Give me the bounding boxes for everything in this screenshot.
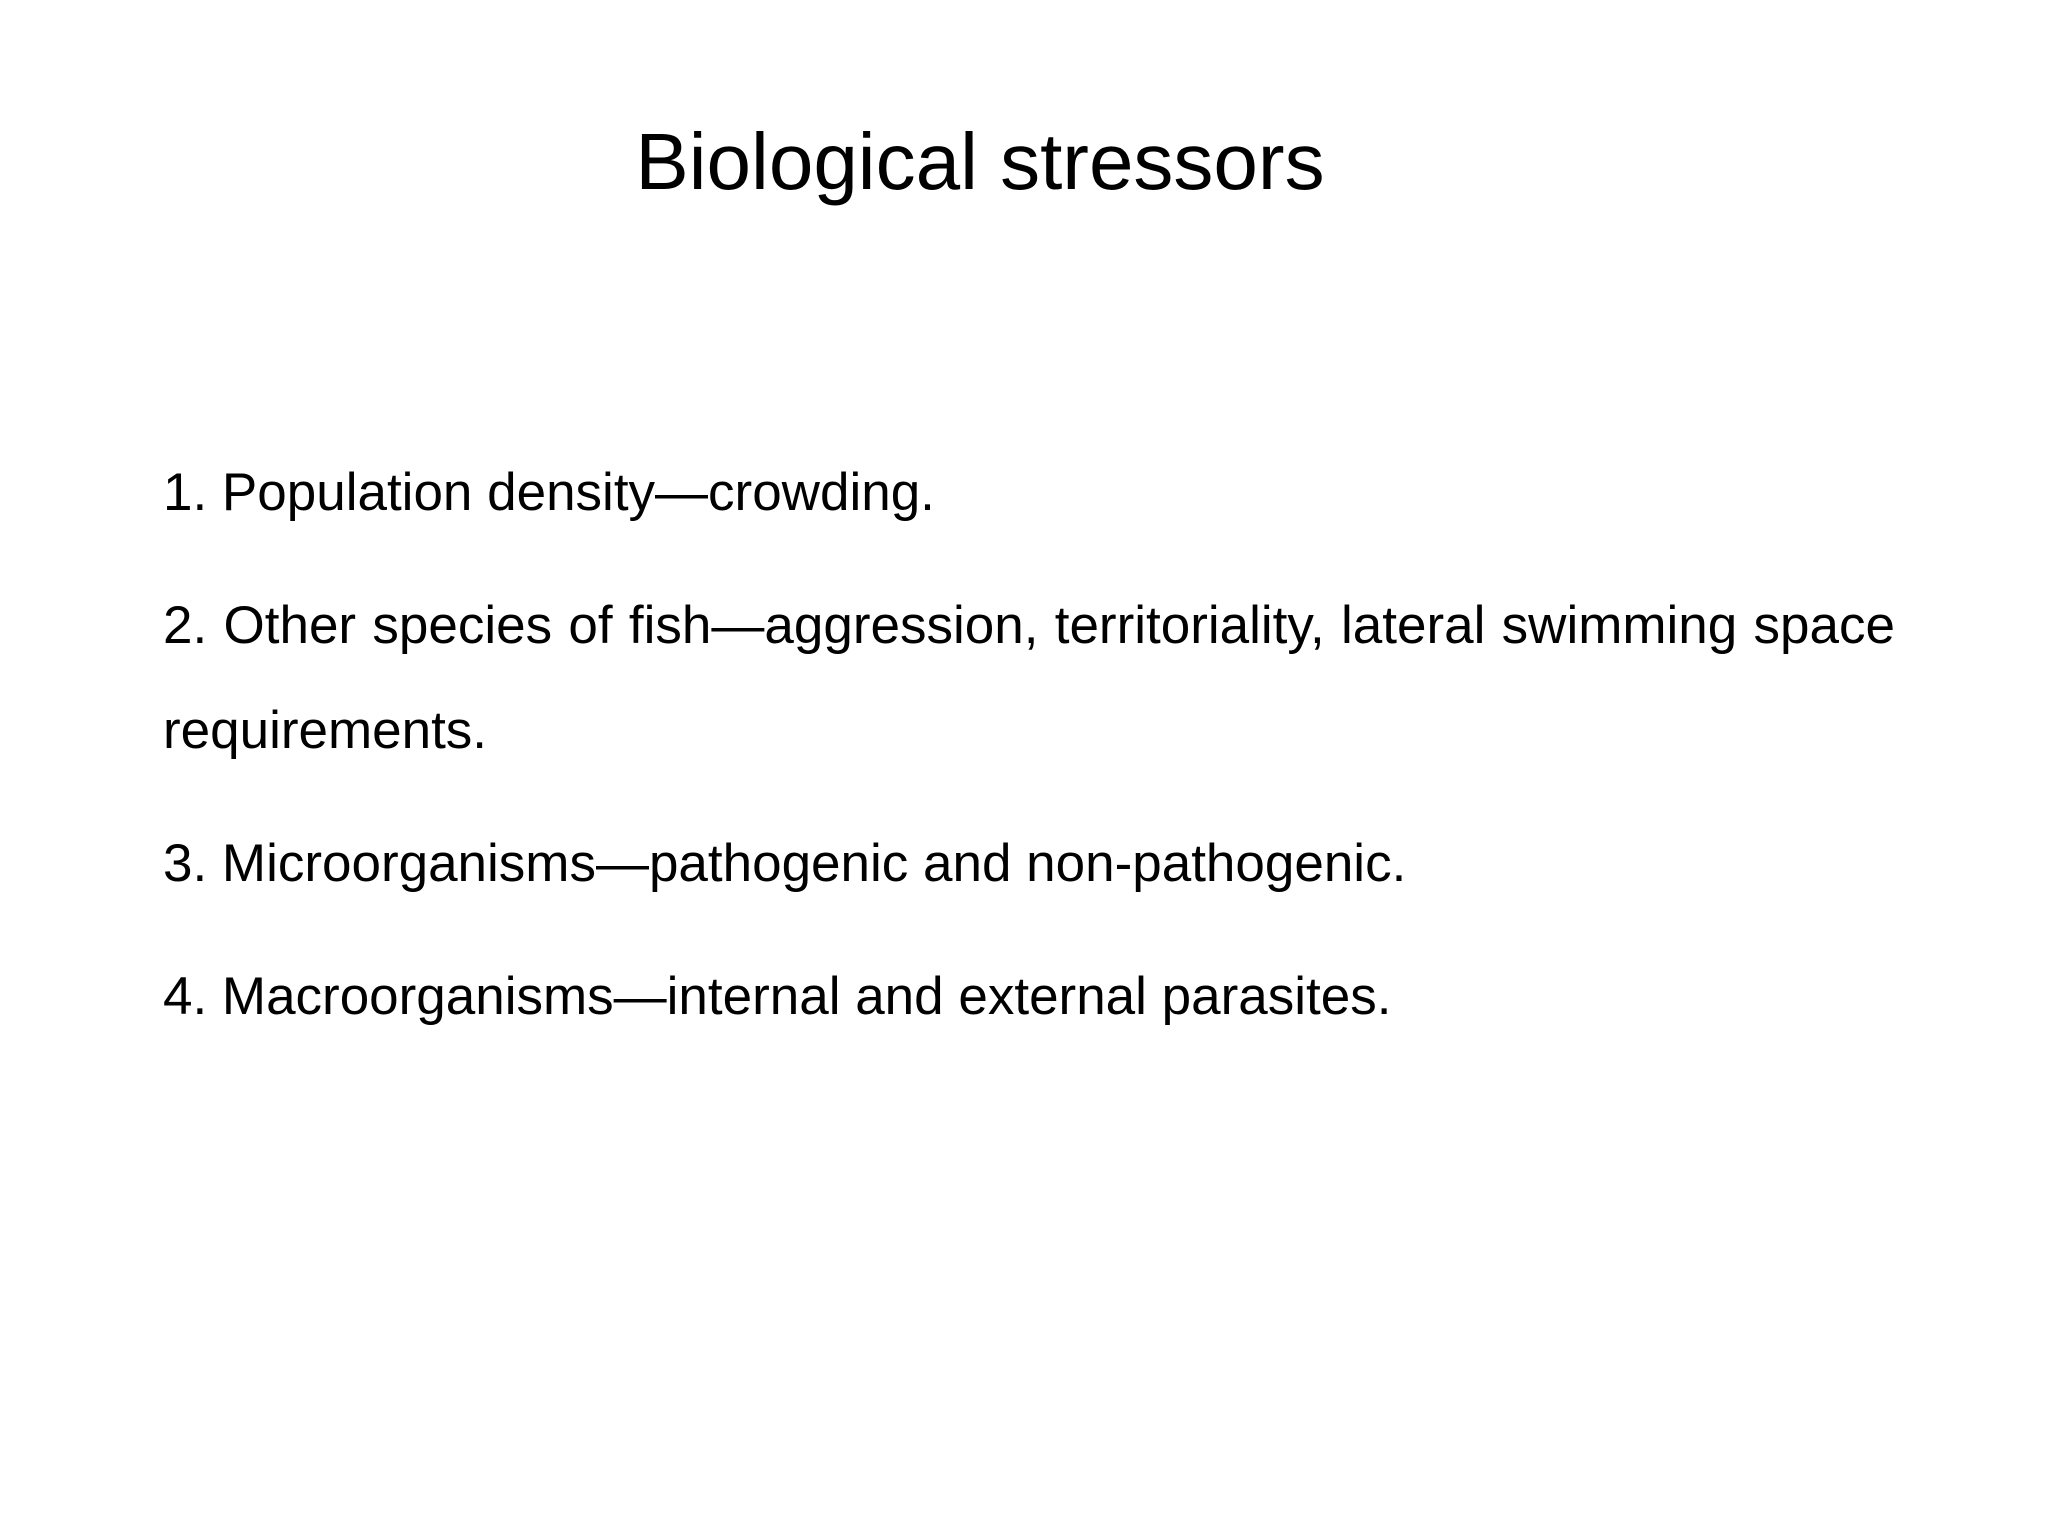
list-item-microorganisms: 3. Microorganisms—pathogenic and non-pathogenic. <box>163 834 1407 893</box>
stressor-list <box>163 440 1895 1077</box>
list-item-macroorganisms: 4. Macroorganisms—internal and external parasites. <box>163 967 1392 1026</box>
list-item-population-density: 1. Population density—crowding. <box>163 463 935 522</box>
list-item-other-species: 2. Other species of fish—aggression, territoriality, lateral swimming space requirements. <box>163 596 1895 760</box>
slide-title: Biological stressors <box>635 117 1325 206</box>
